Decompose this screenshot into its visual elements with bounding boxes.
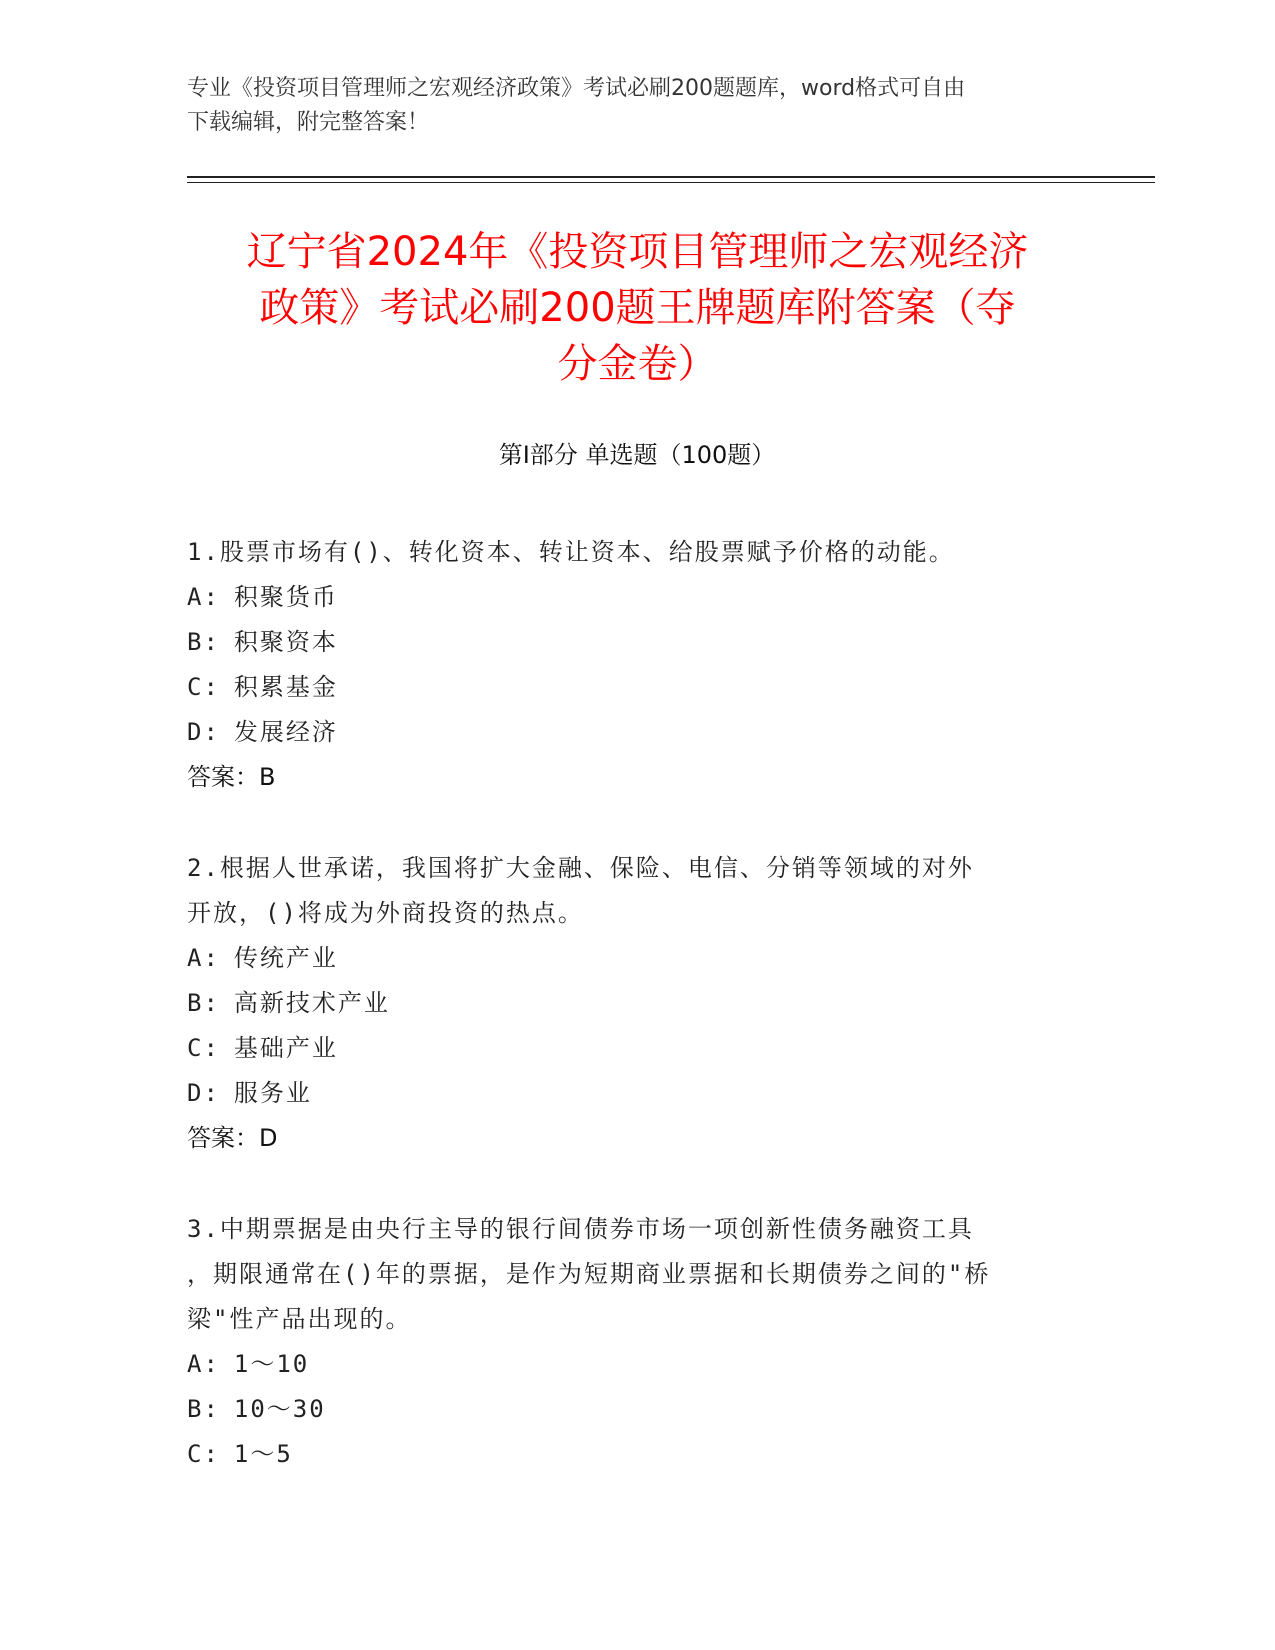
option-d <box>187 1071 1067 1116</box>
question-stem <box>187 530 1067 575</box>
option-key: C: <box>187 1440 220 1468</box>
stem-line: ，期限通常在()年的票据，是作为短期商业票据和长期债券之间的"桥 <box>187 1260 991 1288</box>
option-c <box>187 1432 1067 1477</box>
option-text: 10～30 <box>233 1395 326 1423</box>
option-b <box>187 620 1067 665</box>
option-text: 积聚货币 <box>233 583 338 611</box>
header-divider-thin <box>187 182 1155 183</box>
header-divider-thick <box>187 176 1155 178</box>
stem-line: 开放，()将成为外商投资的热点。 <box>187 899 584 927</box>
option-a <box>187 1342 1067 1387</box>
option-text: 高新技术产业 <box>233 989 390 1017</box>
answer-line: 答案：D <box>187 1124 278 1152</box>
option-d <box>187 710 1067 755</box>
stem-line: 1.股票市场有()、转化资本、转让资本、给股票赋予价格的动能。 <box>187 538 955 566</box>
option-key: D: <box>187 1079 220 1107</box>
title-line-3: 分金卷） <box>557 341 718 387</box>
option-text: 1～10 <box>233 1350 310 1378</box>
option-key: C: <box>187 1034 220 1062</box>
option-key: A: <box>187 1350 220 1378</box>
question-3 <box>187 1207 1067 1477</box>
option-key: B: <box>187 1395 220 1423</box>
option-text: 1～5 <box>233 1440 293 1468</box>
document-title <box>175 224 1100 392</box>
option-text: 积聚资本 <box>233 628 338 656</box>
stem-line: 梁"性产品出现的。 <box>187 1305 412 1333</box>
header-line-2: 下载编辑，附完整答案！ <box>187 110 430 135</box>
option-text: 发展经济 <box>233 718 338 746</box>
option-b <box>187 981 1067 1026</box>
title-line-1: 辽宁省2024年《投资项目管理师之宏观经济 <box>246 229 1029 275</box>
answer-line: 答案：B <box>187 763 276 791</box>
question-stem <box>187 1207 1067 1342</box>
header-line-1: 专业《投资项目管理师之宏观经济政策》考试必刷200题题库，word格式可自由 <box>187 76 966 101</box>
option-key: A: <box>187 944 220 972</box>
question-list <box>187 530 1067 1523</box>
option-text: 基础产业 <box>233 1034 338 1062</box>
option-c <box>187 1026 1067 1071</box>
option-text: 积累基金 <box>233 673 338 701</box>
option-a <box>187 936 1067 981</box>
option-key: D: <box>187 718 220 746</box>
option-key: B: <box>187 628 220 656</box>
option-key: A: <box>187 583 220 611</box>
option-key: B: <box>187 989 220 1017</box>
option-text: 传统产业 <box>233 944 338 972</box>
section-heading: 第Ⅰ部分 单选题（100题） <box>498 441 776 469</box>
document-header-note <box>187 72 1067 140</box>
option-c <box>187 665 1067 710</box>
option-key: C: <box>187 673 220 701</box>
stem-line: 2.根据人世承诺，我国将扩大金融、保险、电信、分销等领域的对外 <box>187 854 974 882</box>
option-text: 服务业 <box>233 1079 312 1107</box>
question-stem <box>187 846 1067 936</box>
stem-line: 3.中期票据是由央行主导的银行间债券市场一项创新性债务融资工具 <box>187 1215 974 1243</box>
option-a <box>187 575 1067 620</box>
title-line-2: 政策》考试必刷200题王牌题库附答案（夺 <box>259 285 1016 331</box>
question-1 <box>187 530 1067 800</box>
option-b <box>187 1387 1067 1432</box>
question-2 <box>187 846 1067 1161</box>
